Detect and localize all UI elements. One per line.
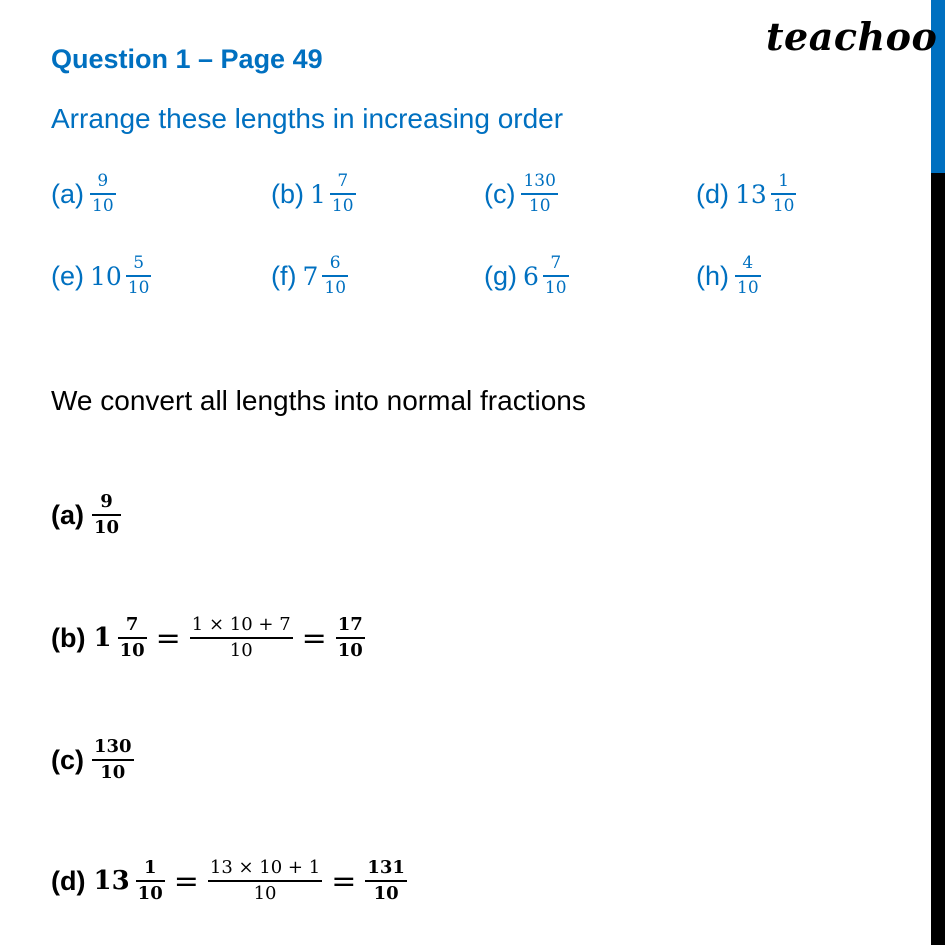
option-label: (f) [271,260,297,291]
solution-step-c [51,728,134,792]
option-label: (d) [696,178,729,209]
fraction: $\frac{1}{10}$ [137,857,163,904]
option-e [51,246,151,306]
step-label: (a) [51,499,84,530]
option-f [271,246,348,306]
question-title: Question 1 – Page 49 [51,44,323,74]
expanded-fraction: $\frac{13 \times 10 + 1}{10}$ [209,857,321,904]
option-label: (b) [271,178,304,209]
step-label: (b) [51,622,86,653]
whole-number: 13 [93,866,130,896]
result-fraction: $\frac{17}{10}$ [337,614,363,661]
whole-number: 13 [735,179,767,209]
fraction: $\frac{9}{10}$ [92,171,114,216]
question-prompt: Arrange these lengths in increasing order [51,103,564,134]
fraction: $\frac{7}{10}$ [119,614,145,661]
teachoo-logo: teachoo [766,14,938,59]
fraction: $\frac{4}{10}$ [737,253,759,298]
equals-sign: = [301,620,327,656]
fraction: $\frac{1}{10}$ [772,171,795,216]
option-h [696,246,761,306]
whole-number: 1 [93,623,112,653]
option-label: (e) [51,260,84,291]
option-label: (h) [696,260,729,291]
fraction: $\frac{5}{10}$ [127,253,150,298]
solution-step-d [51,849,407,913]
fraction: $\frac{130}{10}$ [523,171,556,216]
solution-step-a [51,483,121,547]
equals-sign: = [331,863,357,899]
expanded-fraction: $\frac{1 \times 10 + 7}{10}$ [191,614,291,661]
option-g [484,246,569,306]
option-label: (a) [51,178,84,209]
solution-intro: We convert all lengths into normal fractions [51,385,586,416]
result-fraction: $\frac{131}{10}$ [367,857,405,904]
fraction: $\frac{9}{10}$ [94,491,120,538]
whole-number: 10 [90,261,122,291]
whole-number: 6 [523,261,539,291]
fraction: $\frac{130}{10}$ [94,736,132,783]
step-label: (d) [51,865,86,896]
option-a [51,164,116,224]
fraction: $\frac{6}{10}$ [324,253,347,298]
whole-number: 7 [302,261,319,291]
option-label: (c) [484,178,516,209]
fraction: $\frac{7}{10}$ [331,171,354,216]
equals-sign: = [173,863,199,899]
option-b [271,164,356,224]
step-label: (c) [51,744,84,775]
fraction: $\frac{7}{10}$ [544,253,567,298]
solution-step-b [51,606,365,670]
whole-number: 1 [310,179,326,209]
option-label: (g) [484,260,517,291]
option-d [696,164,796,224]
side-accent-bar-black [931,173,945,945]
equals-sign: = [155,620,181,656]
option-c [484,164,558,224]
